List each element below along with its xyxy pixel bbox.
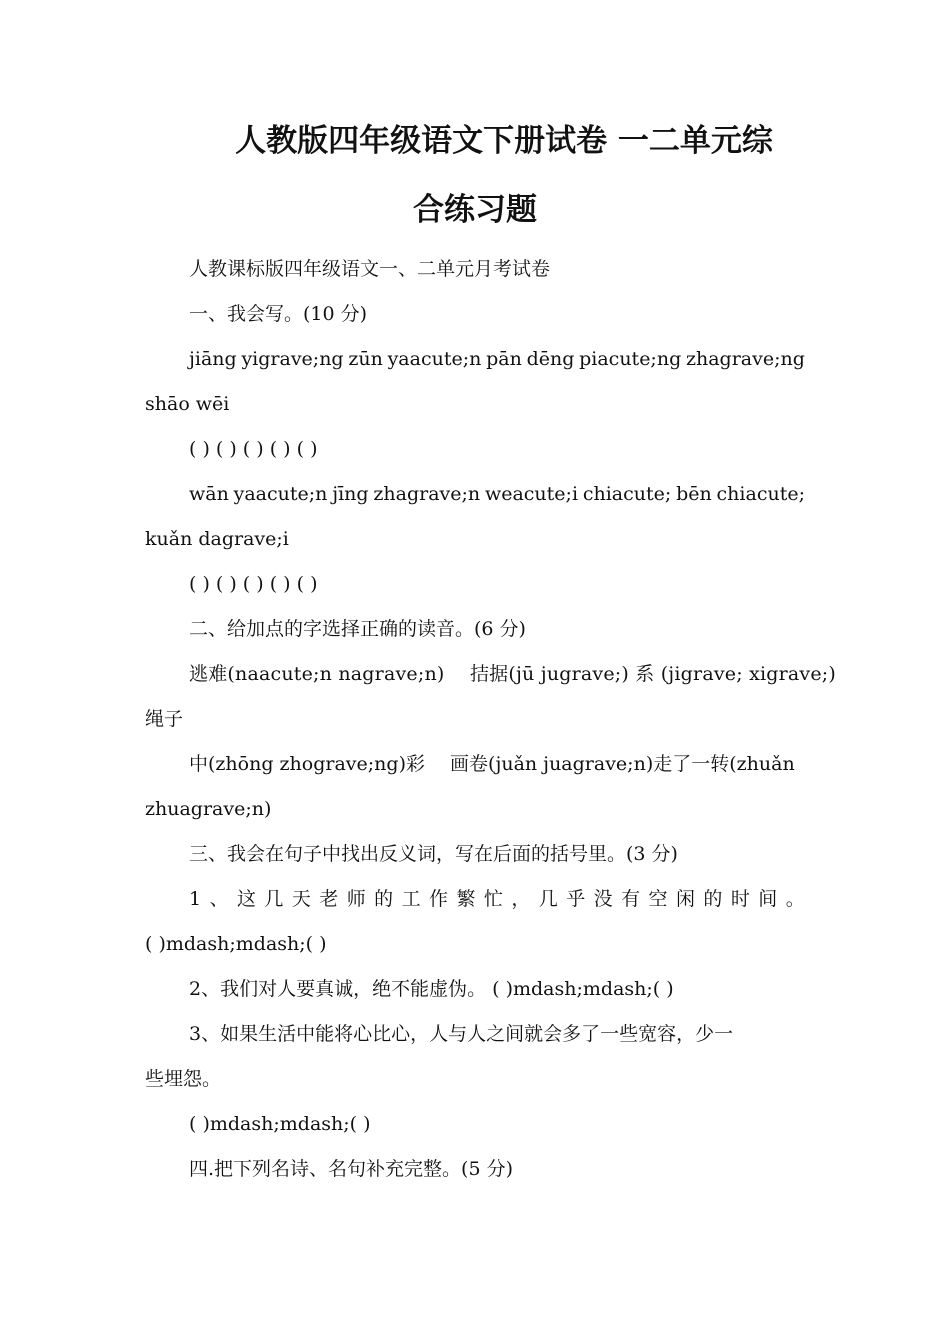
pinyin-syllable: wān [189,483,229,505]
question-char: ， [511,888,531,910]
pinyin-syllable: yigrave;ng [241,348,344,370]
document-body [145,247,837,1192]
answer-blanks-row1: ( ) ( ) ( ) ( ) ( ) [189,438,318,460]
question-char: 几 [538,888,558,910]
question-char: 有 [621,888,641,910]
pinyin-syllable: chiacute; [582,483,672,505]
question-char: 天 [291,888,311,910]
section3-question2: 2、我们对人要真诚，绝不能虚伪。 ( )mdash;mdash;( ) [189,978,674,1000]
question-char: 。 [785,888,805,910]
question-char: 的 [703,888,723,910]
pinyin-syllable: zhagrave;ng [685,348,805,370]
question-char: 这 [236,888,256,910]
pinyin-syllable: weacute;i [484,483,579,505]
section2-line2: 中(zhōng zhograve;ng)彩 画卷(juǎn juagrave;n)走了一转(zhuǎn [189,753,795,775]
question-char: 没 [593,888,613,910]
section2-heading: 二、给加点的字选择正确的读音。(6 分) [189,618,526,640]
pinyin-row1-wrap: shāo wēi [145,393,230,415]
section2-line1-wrap: 绳子 [145,708,184,730]
section3-question1-blank: ( )mdash;mdash;( ) [145,933,327,955]
pinyin-row2 [145,472,805,517]
question-char: 乎 [566,888,586,910]
question-char: 1 [189,888,202,910]
pinyin-row1 [145,337,805,382]
section3-question1 [145,877,805,922]
section3-heading: 三、我会在句子中找出反义词，写在后面的括号里。(3 分) [189,843,678,865]
answer-blanks-row2: ( ) ( ) ( ) ( ) ( ) [189,573,318,595]
subtitle: 人教课标版四年级语文一、二单元月考试卷 [189,258,551,280]
section2-line1: 逃难(naacute;n nagrave;n) 拮据(jū jugrave;) 系 (jigrave; xigrave;) [189,663,837,685]
section3-question3-blank: ( )mdash;mdash;( ) [189,1113,371,1135]
pinyin-syllable: zūn [348,348,383,370]
question-char: 间 [758,888,778,910]
section3-question3-line2: 些埋怨。 [145,1068,222,1090]
pinyin-syllable: chiacute; [716,483,805,505]
section3-question3-line1: 3、如果生活中能将心比心，人与人之间就会多了一些宽容，少一 [189,1023,734,1045]
question-char: 老 [319,888,339,910]
pinyin-syllable: piacute;ng [579,348,682,370]
pinyin-syllable: jiāng [189,348,237,370]
question-char: 、 [209,888,229,910]
document-title-line2: 合练习题 [413,192,537,228]
pinyin-syllable: pān [486,348,522,370]
section2-line2-wrap: zhuagrave;n) [145,798,272,820]
question-char: 工 [401,888,421,910]
pinyin-row2-wrap: kuǎn dagrave;i [145,528,289,550]
pinyin-syllable: yaacute;n [233,483,328,505]
pinyin-syllable: jīng [332,483,369,505]
section1-heading: 一、我会写。(10 分) [189,303,368,325]
pinyin-syllable: zhagrave;n [373,483,481,505]
pinyin-syllable: bēn [676,483,712,505]
pinyin-syllable: dēng [526,348,575,370]
question-char: 几 [264,888,284,910]
document-title-line1: 人教版四年级语文下册试卷 一二单元综 [235,123,773,159]
pinyin-syllable: yaacute;n [387,348,482,370]
section4-heading: 四.把下列名诗、名句补充完整。(5 分) [189,1158,513,1180]
question-char: 闲 [675,888,695,910]
question-char: 忙 [483,888,503,910]
question-char: 时 [730,888,750,910]
question-char: 作 [429,888,449,910]
question-char: 繁 [456,888,476,910]
question-char: 空 [648,888,668,910]
question-char: 的 [374,888,394,910]
question-char: 师 [346,888,366,910]
